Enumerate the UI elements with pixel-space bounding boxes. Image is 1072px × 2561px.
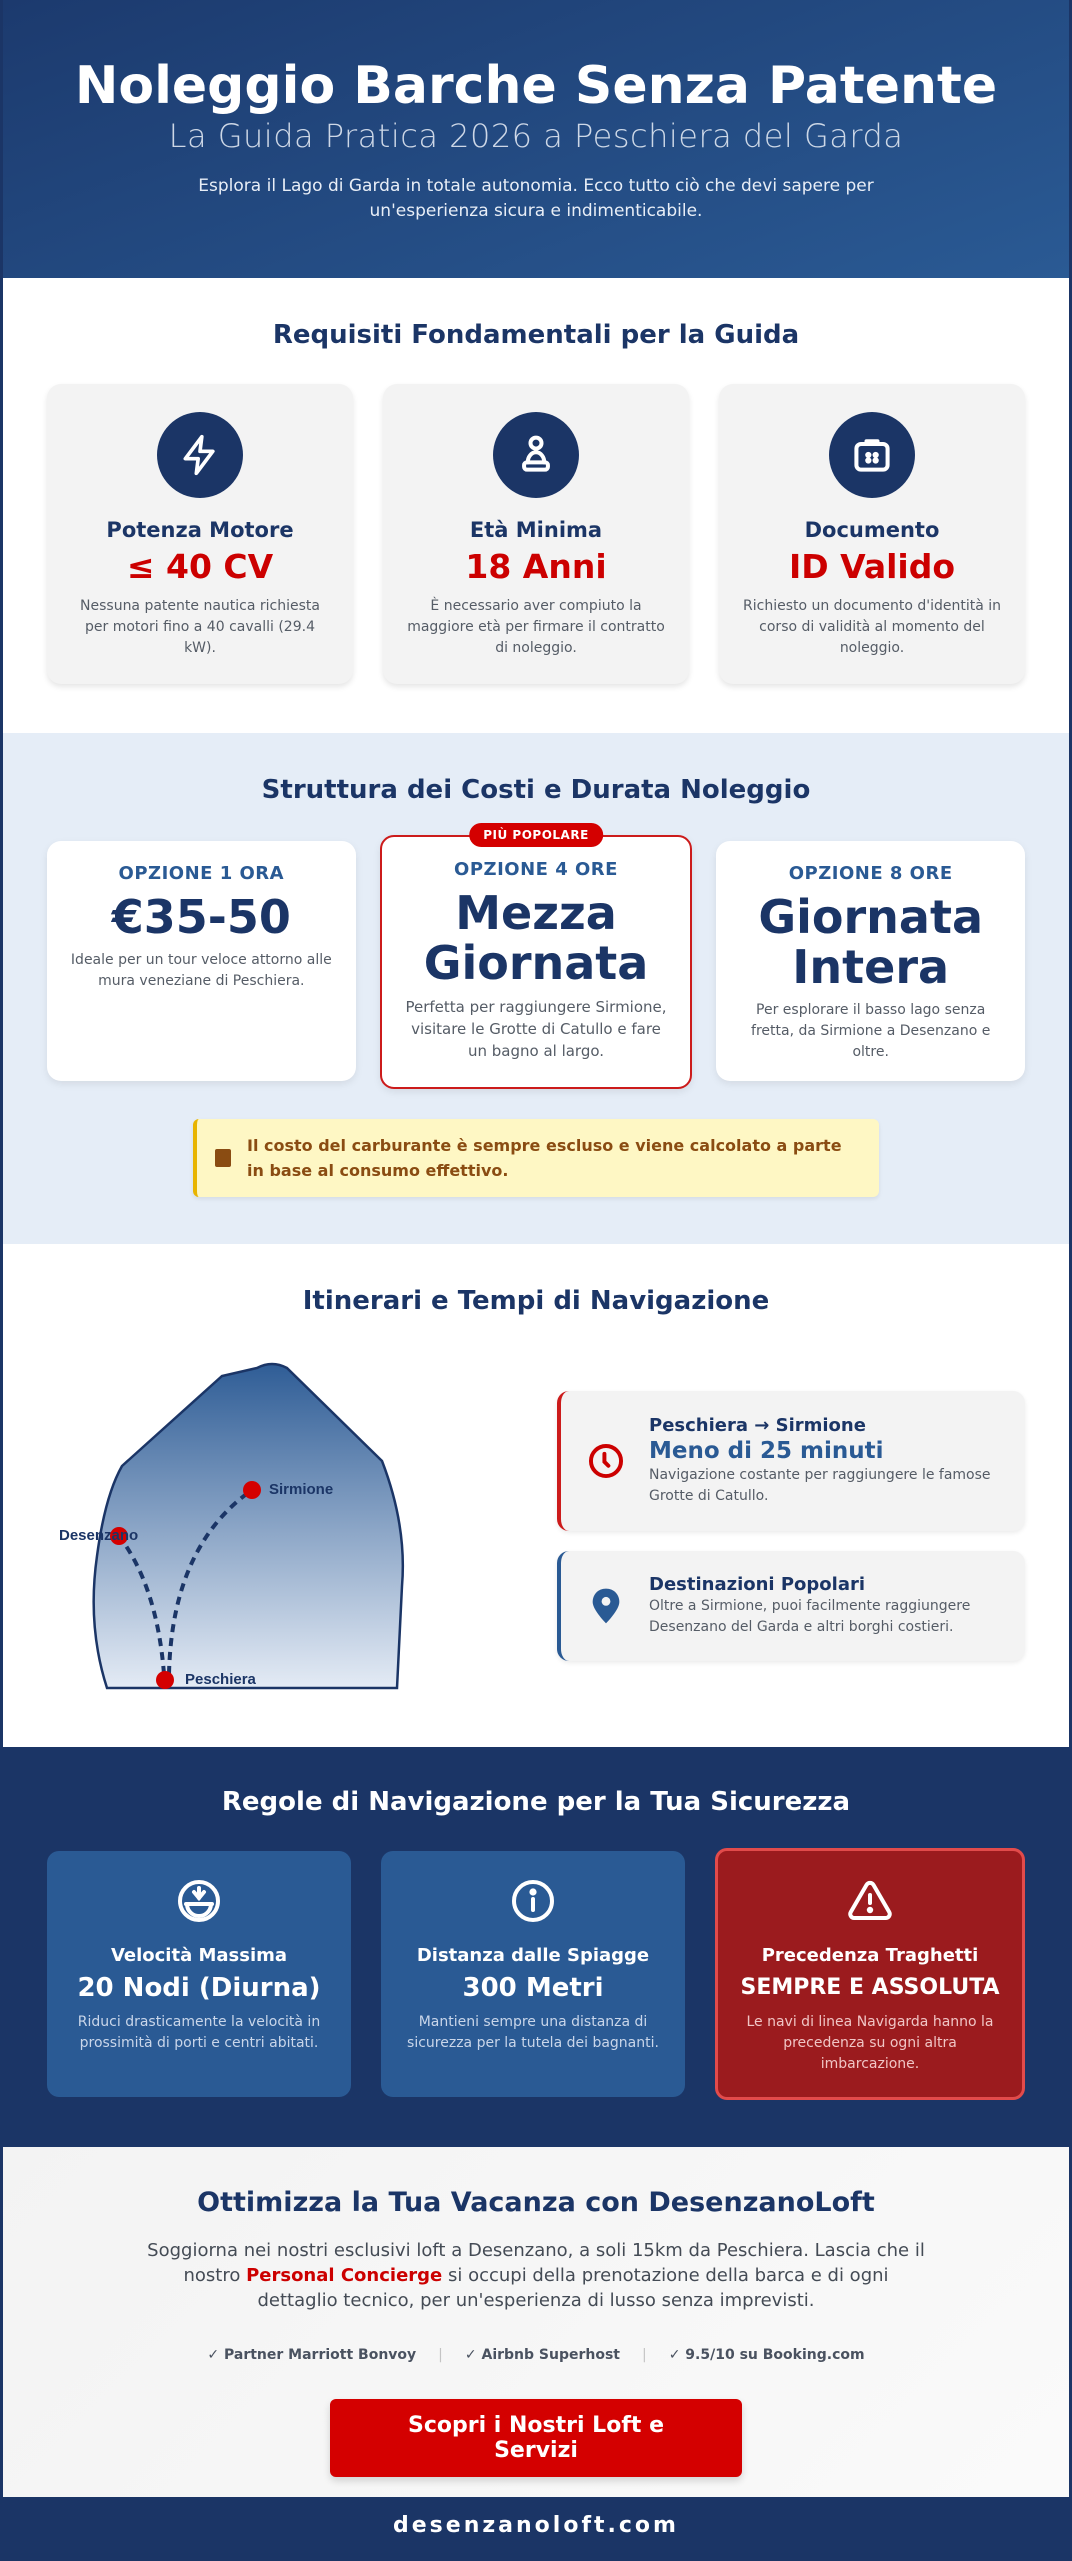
rules-grid — [47, 1851, 1025, 2100]
requirement-value: ≤ 40 CV — [126, 547, 274, 586]
itineraries-title: Itinerari e Tempi di Navigazione — [302, 1286, 770, 1316]
lightning-icon — [157, 412, 243, 498]
requirements-grid — [47, 384, 1025, 684]
requirement-desc: Nessuna patente nautica richiesta per motori fino a 40 cavalli (29.4 kW). — [80, 598, 320, 656]
requirements-title: Requisiti Fondamentali per la Guida — [272, 320, 800, 350]
requirement-card-engine — [47, 384, 353, 684]
option-label: OPZIONE 4 ORE — [454, 859, 618, 880]
map-label-desenzano: Desenzano — [59, 1527, 139, 1544]
costs-section — [3, 733, 1069, 1244]
rule-card-speed — [47, 1851, 351, 2097]
person-icon — [493, 412, 579, 498]
rule-desc: Mantieni sempre una distanza di sicurezza per la tutela dei bagnanti. — [407, 2014, 659, 2051]
requirements-section — [3, 278, 1069, 733]
costs-title: Struttura dei Costi e Durata Noleggio — [261, 775, 811, 805]
divider: | — [438, 2347, 443, 2363]
requirement-card-age — [383, 384, 689, 684]
promo-body — [141, 2238, 931, 2313]
option-desc: Per esplorare il basso lago senza fretta, da Sirmione a Desenzano e oltre. — [751, 1002, 991, 1060]
popular-badge: PIÙ POPOLARE — [469, 823, 603, 847]
warning-icon — [736, 1877, 1004, 1925]
rules-section — [3, 1747, 1069, 2147]
fuel-note — [193, 1119, 879, 1197]
discover-lofts-button[interactable]: Scopri i Nostri Loft e Servizi — [330, 2399, 742, 2477]
requirement-value: 18 Anni — [465, 547, 607, 586]
rule-value: 300 Metri — [462, 1973, 604, 2003]
cost-option-4h — [380, 828, 693, 1089]
itinerary-card-destinations — [557, 1551, 1025, 1661]
requirement-title: Documento — [804, 518, 940, 542]
rule-title: Distanza dalle Spiagge — [416, 1945, 650, 1966]
cost-option-1h — [47, 841, 356, 1081]
cost-option-8h — [716, 841, 1025, 1081]
rule-desc: Riduci drasticamente la velocità in prossimità di porti e centri abitati. — [77, 2014, 321, 2051]
itinerary-desc: Oltre a Sirmione, puoi facilmente raggiungere Desenzano del Garda e altri borghi costieri. — [649, 1598, 971, 1635]
itinerary-cards — [557, 1391, 1025, 1661]
promo-body-text: si occupi della prenotazione della barca e di ogni dettaglio tecnico, per un'esperienza di lusso senza imprevisti. — [257, 2265, 889, 2311]
trust-badge-airbnb: ✓ Airbnb Superhost — [464, 2347, 620, 2363]
rule-desc: Le navi di linea Navigarda hanno la precedenza su ogni altra imbarcazione. — [746, 2014, 994, 2072]
divider: | — [641, 2347, 647, 2363]
option-desc: Perfetta per raggiungere Sirmione, visitare le Grotte di Catullo e fare un bagno al largo. — [405, 998, 667, 1060]
cost-options-grid — [47, 828, 1025, 1089]
rule-card-distance — [381, 1851, 685, 2097]
id-card-icon — [829, 412, 915, 498]
promo-title: Ottimizza la Tua Vacanza con DesenzanoLoft — [197, 2187, 875, 2218]
trust-badge-booking: ✓ 9.5/10 su Booking.com — [668, 2347, 865, 2363]
trust-badge-marriott: ✓ Partner Marriott Bonvoy — [207, 2347, 417, 2363]
map-label-sirmione: Sirmione — [269, 1481, 334, 1498]
footer-site-link[interactable]: desenzanoloft.com — [393, 2513, 679, 2538]
requirement-desc: Richiesto un documento d'identità in corso di validità al momento del noleggio. — [743, 598, 1001, 656]
rules-title: Regole di Navigazione per la Tua Sicurezza — [221, 1787, 851, 1817]
itinerary-desc: Navigazione costante per raggiungere le famose Grotte di Catullo. — [649, 1467, 991, 1504]
requirement-title: Potenza Motore — [106, 518, 294, 542]
rule-title: Velocità Massima — [110, 1945, 288, 1966]
option-label: OPZIONE 1 ORA — [118, 863, 285, 884]
itinerary-title: Destinazioni Popolari — [649, 1574, 866, 1595]
option-price: €35-50 — [111, 890, 291, 944]
trust-badges — [83, 2347, 989, 2363]
speedometer-icon — [65, 1877, 333, 1925]
requirement-card-document — [719, 384, 1025, 684]
requirement-value: ID Valido — [788, 547, 956, 586]
itineraries-section — [3, 1244, 1069, 1747]
hero-header — [3, 0, 1069, 278]
option-price: Giornata Intera — [758, 890, 983, 994]
map-label-peschiera: Peschiera — [185, 1671, 256, 1688]
fuel-icon — [215, 1149, 231, 1167]
rule-title: Precedenza Traghetti — [761, 1945, 979, 1966]
info-icon — [399, 1877, 667, 1925]
page-title: Noleggio Barche Senza Patente — [74, 56, 998, 116]
map-pin-icon — [587, 1587, 625, 1625]
hero-lead: Esplora il Lago di Garda in totale autonomia. Ecco tutto ciò che devi sapere per un'esperienza sicura e indimenticabile. — [198, 176, 874, 221]
option-price: Mezza Giornata — [423, 886, 649, 990]
option-desc: Ideale per un tour veloce attorno alle mura veneziane di Peschiera. — [70, 952, 332, 989]
page-subtitle: La Guida Pratica 2026 a Peschiera del Garda — [168, 117, 904, 155]
itinerary-time: Meno di 25 minuti — [649, 1438, 884, 1464]
lake-map — [47, 1346, 517, 1706]
promo-section — [3, 2147, 1069, 2497]
rule-value: 20 Nodi (Diurna) — [77, 1973, 321, 2003]
lake-shape — [94, 1364, 403, 1688]
requirement-title: Età Minima — [469, 518, 603, 542]
footer — [3, 2497, 1069, 2558]
promo-body-text: Soggiorna nei nostri esclusivi loft a Desenzano, a soli 15km da Peschiera. Lascia che il nostro — [147, 2240, 925, 2286]
requirement-desc: È necessario aver compiuto la maggiore età per firmare il contratto di noleggio. — [407, 598, 665, 656]
personal-concierge-highlight: Personal Concierge — [246, 2265, 443, 2286]
itineraries-grid — [47, 1346, 1025, 1706]
rule-card-ferries — [715, 1848, 1025, 2100]
itinerary-title: Peschiera → Sirmione — [649, 1415, 866, 1436]
clock-icon — [587, 1442, 625, 1480]
option-label: OPZIONE 8 ORE — [788, 863, 953, 884]
fuel-note-text: Il costo del carburante è sempre escluso e viene calcolato a parte in base al consumo effettivo. — [247, 1136, 842, 1180]
itinerary-card-sirmione — [557, 1391, 1025, 1531]
rule-value: SEMPRE E ASSOLUTA — [740, 1975, 1000, 2000]
